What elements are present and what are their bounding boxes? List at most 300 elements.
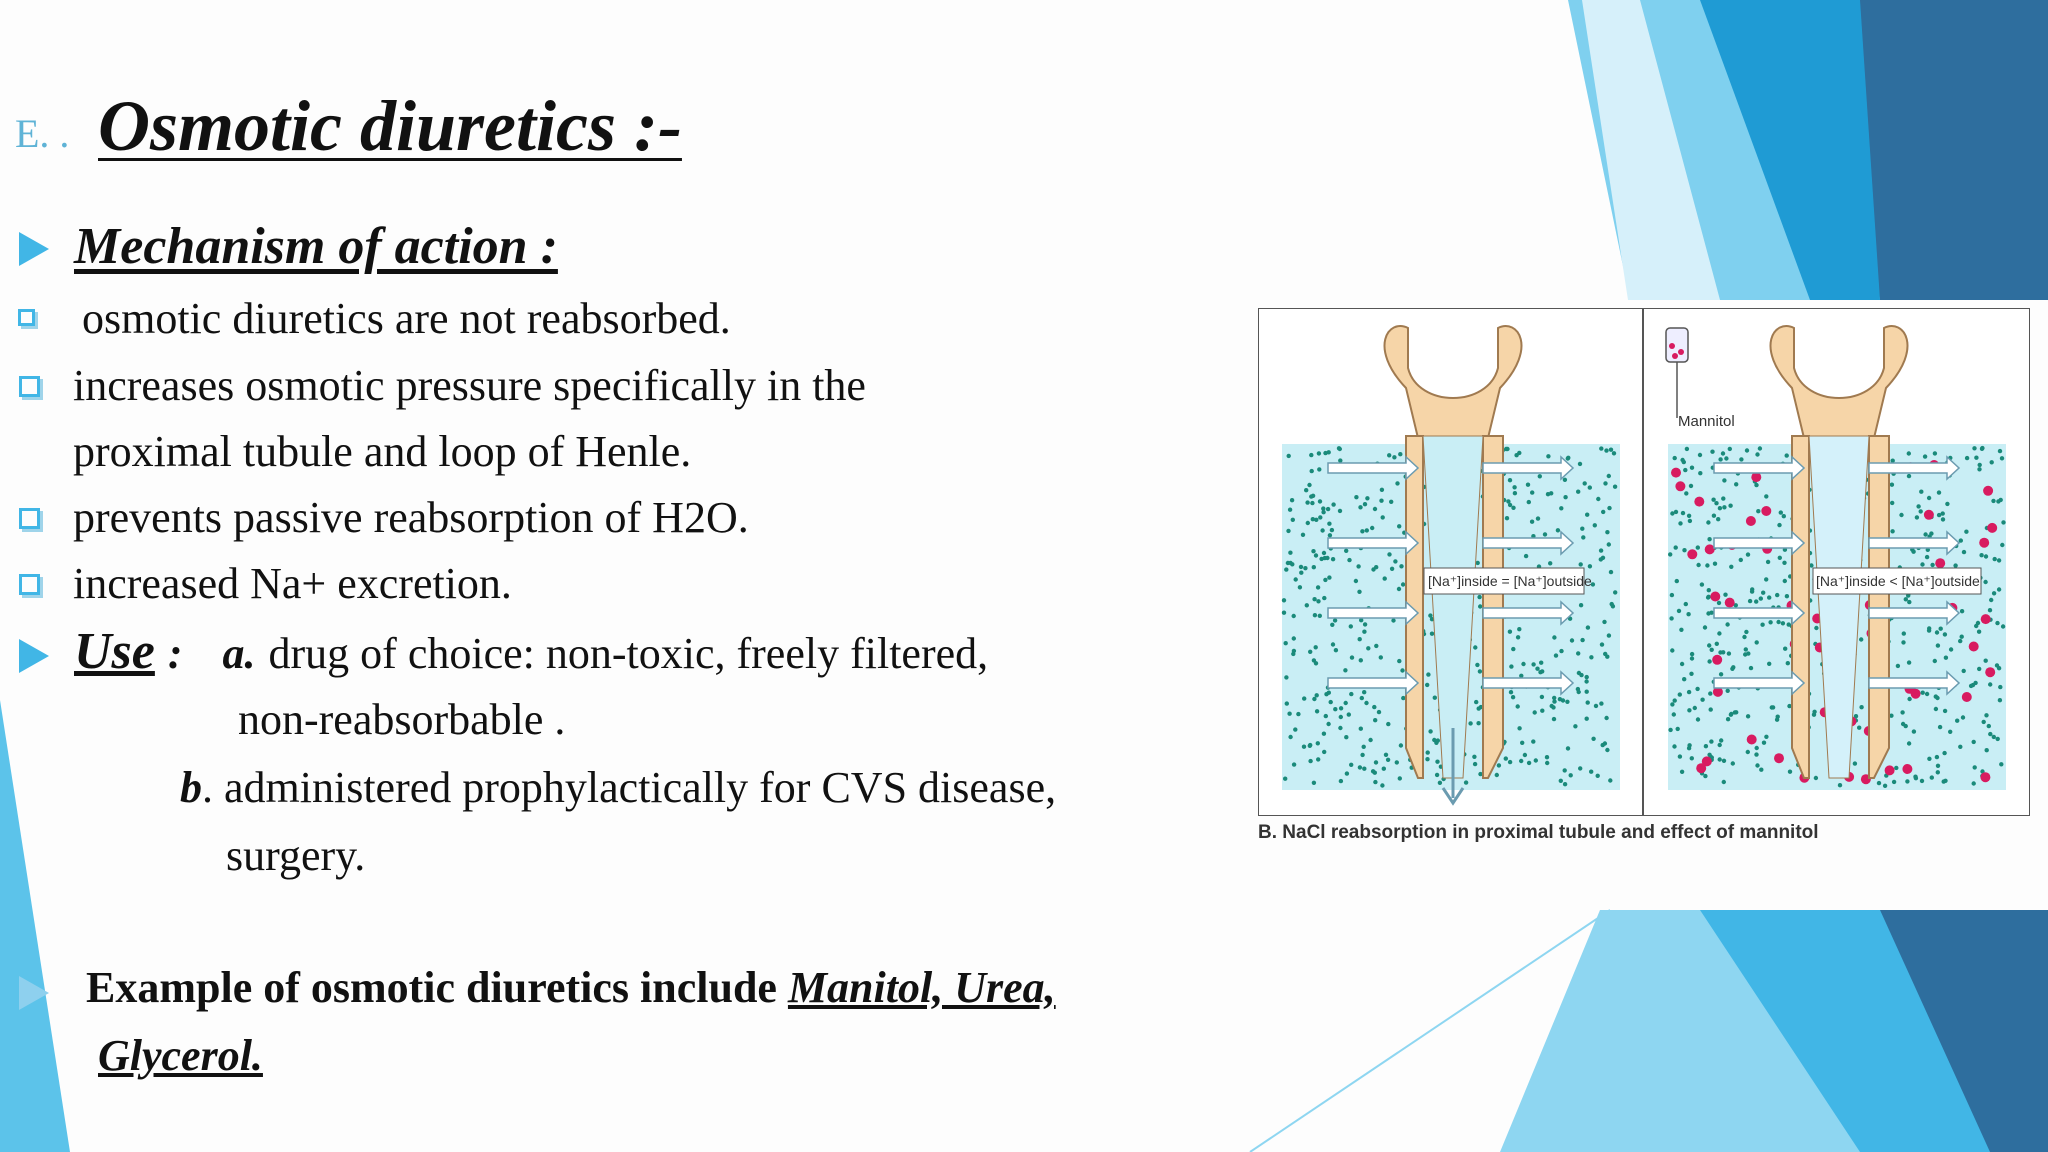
solute-dot bbox=[1293, 727, 1297, 731]
solute-dot bbox=[1478, 604, 1482, 608]
solute-dot bbox=[1721, 451, 1725, 455]
solute-dot bbox=[1680, 662, 1684, 666]
mannitol-dot bbox=[1983, 486, 1993, 496]
solute-dot bbox=[1331, 642, 1335, 646]
nephron-diagram bbox=[1258, 308, 2030, 816]
solute-dot bbox=[1308, 650, 1312, 654]
solute-dot bbox=[1915, 515, 1919, 519]
solute-dot bbox=[1762, 741, 1766, 745]
solute-dot bbox=[1604, 716, 1608, 720]
solute-dot bbox=[1331, 502, 1335, 506]
solute-dot bbox=[1982, 720, 1986, 724]
solute-dot bbox=[1939, 627, 1943, 631]
mannitol-dot bbox=[1774, 753, 1784, 763]
solute-dot bbox=[1718, 757, 1722, 761]
solute-dot bbox=[1675, 579, 1679, 583]
solute-dot bbox=[1607, 633, 1611, 637]
solute-dot bbox=[1688, 519, 1692, 523]
arrow-bullet-icon bbox=[19, 976, 49, 1010]
solute-dot bbox=[1563, 768, 1567, 772]
solute-dot bbox=[1838, 783, 1842, 787]
solute-dot bbox=[1988, 682, 1992, 686]
arrow-bullet-icon bbox=[19, 232, 49, 266]
solute-dot bbox=[1284, 567, 1288, 571]
solute-dot bbox=[1995, 621, 1999, 625]
solute-dot bbox=[1399, 564, 1403, 568]
solute-dot bbox=[1783, 579, 1787, 583]
mannitol-dot bbox=[1761, 506, 1771, 516]
solute-dot bbox=[1583, 481, 1587, 485]
solute-dot bbox=[1358, 765, 1362, 769]
solute-dot bbox=[1509, 664, 1513, 668]
solute-dot bbox=[1605, 655, 1609, 659]
solute-dot bbox=[1977, 630, 1981, 634]
solute-dot bbox=[1605, 748, 1609, 752]
solute-dot bbox=[1316, 599, 1320, 603]
mannitol-dot bbox=[1987, 523, 1997, 533]
solute-dot bbox=[1991, 499, 1995, 503]
solute-dot bbox=[1722, 505, 1726, 509]
solute-dot bbox=[1354, 495, 1358, 499]
solute-dot bbox=[1314, 645, 1318, 649]
solute-dot bbox=[1687, 514, 1691, 518]
solute-dot bbox=[1291, 518, 1295, 522]
solute-dot bbox=[1949, 647, 1953, 651]
solute-dot bbox=[1514, 453, 1518, 457]
mannitol-label: Mannitol bbox=[1678, 413, 1735, 430]
solute-dot bbox=[1607, 474, 1611, 478]
use-a-text: drug of choice: non-toxic, freely filtered, bbox=[268, 629, 989, 678]
solute-dot bbox=[1594, 704, 1598, 708]
solute-dot bbox=[1668, 552, 1672, 556]
solute-dot bbox=[1941, 517, 1945, 521]
solute-dot bbox=[1709, 739, 1713, 743]
solute-dot bbox=[1676, 727, 1680, 731]
solute-dot bbox=[1365, 496, 1369, 500]
solute-dot bbox=[1916, 504, 1920, 508]
solute-dot bbox=[1687, 690, 1691, 694]
solute-dot bbox=[1961, 715, 1965, 719]
solute-dot bbox=[1718, 457, 1722, 461]
solute-dot bbox=[1533, 710, 1537, 714]
solute-dot bbox=[1974, 456, 1978, 460]
solute-dot bbox=[1927, 628, 1931, 632]
solute-dot bbox=[1599, 446, 1603, 450]
solute-dot bbox=[1716, 517, 1720, 521]
solute-dot bbox=[1380, 488, 1384, 492]
solute-dot bbox=[1668, 728, 1672, 732]
solute-dot bbox=[1992, 591, 1996, 595]
solute-dot bbox=[1387, 453, 1391, 457]
solute-dot bbox=[1812, 710, 1816, 714]
solute-dot bbox=[1511, 647, 1515, 651]
solute-dot bbox=[1316, 585, 1320, 589]
solute-dot bbox=[1569, 773, 1573, 777]
solute-dot bbox=[1904, 724, 1908, 728]
solute-dot bbox=[1314, 518, 1318, 522]
solute-dot bbox=[1426, 672, 1430, 676]
solute-dot bbox=[1299, 571, 1303, 575]
solute-dot bbox=[1721, 650, 1725, 654]
mannitol-dot bbox=[1747, 735, 1757, 745]
solute-dot bbox=[1296, 712, 1300, 716]
mannitol-dot bbox=[1979, 538, 1989, 548]
solute-dot bbox=[1327, 522, 1331, 526]
solute-dot bbox=[1581, 535, 1585, 539]
solute-dot bbox=[1678, 754, 1682, 758]
solute-dot bbox=[1962, 550, 1966, 554]
solute-dot bbox=[1580, 527, 1584, 531]
solute-dot bbox=[1282, 598, 1286, 602]
solute-dot bbox=[1996, 499, 2000, 503]
solute-dot bbox=[1998, 449, 2002, 453]
solute-dot bbox=[1324, 714, 1328, 718]
solute-dot bbox=[1349, 624, 1353, 628]
solute-dot bbox=[1599, 548, 1603, 552]
solute-dot bbox=[1520, 741, 1524, 745]
solute-dot bbox=[1700, 582, 1704, 586]
mannitol-dot bbox=[1985, 667, 1995, 677]
solute-dot bbox=[1979, 553, 1983, 557]
solute-dot bbox=[1704, 744, 1708, 748]
solute-dot bbox=[1386, 758, 1390, 762]
solute-dot bbox=[1475, 663, 1479, 667]
solute-dot bbox=[1563, 478, 1567, 482]
solute-dot bbox=[1288, 561, 1292, 565]
solute-dot bbox=[1936, 764, 1940, 768]
solute-dot bbox=[1399, 743, 1403, 747]
solute-dot bbox=[1395, 760, 1399, 764]
solute-dot bbox=[1284, 675, 1288, 679]
solute-dot bbox=[1687, 708, 1691, 712]
solute-dot bbox=[1607, 506, 1611, 510]
solute-dot bbox=[1814, 626, 1818, 630]
solute-dot bbox=[1472, 755, 1476, 759]
solute-dot bbox=[1504, 447, 1508, 451]
solute-dot bbox=[1696, 717, 1700, 721]
solute-dot bbox=[1523, 753, 1527, 757]
solute-dot bbox=[1902, 631, 1906, 635]
solute-dot bbox=[1312, 597, 1316, 601]
solute-dot bbox=[1588, 564, 1592, 568]
solute-dot bbox=[1980, 446, 1984, 450]
solute-dot bbox=[1556, 528, 1560, 532]
mannitol-dot bbox=[1980, 772, 1990, 782]
solute-dot bbox=[1779, 510, 1783, 514]
solute-dot bbox=[1754, 599, 1758, 603]
solute-dot bbox=[1764, 494, 1768, 498]
solute-dot bbox=[1708, 691, 1712, 695]
solute-dot bbox=[1580, 638, 1584, 642]
solute-dot bbox=[1316, 757, 1320, 761]
solute-dot bbox=[1398, 776, 1402, 780]
solute-dot bbox=[1372, 705, 1376, 709]
solute-dot bbox=[1997, 587, 2001, 591]
solute-dot bbox=[1778, 556, 1782, 560]
mannitol-dot bbox=[1924, 510, 1934, 520]
solute-dot bbox=[1322, 732, 1326, 736]
solute-dot bbox=[1509, 690, 1513, 694]
solute-dot bbox=[1781, 621, 1785, 625]
solute-dot bbox=[1508, 503, 1512, 507]
mannitol-dot bbox=[1885, 765, 1895, 775]
solute-dot bbox=[1707, 659, 1711, 663]
solute-dot bbox=[1690, 656, 1694, 660]
solute-dot bbox=[1299, 565, 1303, 569]
solute-dot bbox=[1588, 485, 1592, 489]
solute-dot bbox=[1392, 455, 1396, 459]
solute-dot bbox=[1912, 729, 1916, 733]
solute-dot bbox=[1477, 595, 1481, 599]
mechanism-point-4: increased Na+ excretion. bbox=[73, 559, 512, 608]
solute-dot bbox=[1907, 451, 1911, 455]
solute-dot bbox=[1746, 750, 1750, 754]
solute-dot bbox=[1384, 753, 1388, 757]
solute-dot bbox=[1397, 659, 1401, 663]
solute-dot bbox=[1728, 504, 1732, 508]
solute-dot bbox=[1814, 776, 1818, 780]
solute-dot bbox=[1724, 456, 1728, 460]
solute-dot bbox=[1890, 529, 1894, 533]
solute-dot bbox=[1944, 656, 1948, 660]
solute-dot bbox=[1311, 549, 1315, 553]
solute-dot bbox=[1919, 490, 1923, 494]
solute-dot bbox=[1703, 625, 1707, 629]
solute-dot bbox=[1317, 467, 1321, 471]
solute-dot bbox=[1965, 456, 1969, 460]
solute-dot bbox=[1339, 715, 1343, 719]
solute-dot bbox=[1992, 735, 1996, 739]
solute-dot bbox=[1985, 748, 1989, 752]
solute-dot bbox=[1719, 672, 1723, 676]
solute-dot bbox=[1611, 604, 1615, 608]
solute-dot bbox=[1896, 664, 1900, 668]
solute-dot bbox=[1517, 726, 1521, 730]
solute-dot bbox=[1552, 717, 1556, 721]
solute-dot bbox=[1285, 701, 1289, 705]
use-b-label: b bbox=[180, 763, 202, 812]
solute-dot bbox=[1360, 529, 1364, 533]
solute-dot bbox=[1687, 746, 1691, 750]
solute-dot bbox=[1508, 630, 1512, 634]
solute-dot bbox=[1288, 508, 1292, 512]
solute-dot bbox=[1746, 651, 1750, 655]
solute-dot bbox=[1936, 643, 1940, 647]
solute-dot bbox=[1387, 552, 1391, 556]
solute-dot bbox=[1709, 707, 1713, 711]
solute-dot bbox=[1892, 780, 1896, 784]
solute-dot bbox=[1386, 722, 1390, 726]
solute-dot bbox=[1290, 498, 1294, 502]
solute-dot bbox=[1904, 597, 1908, 601]
solute-dot bbox=[1331, 557, 1335, 561]
example-line bbox=[86, 962, 1056, 1013]
solute-dot bbox=[1565, 700, 1569, 704]
solute-dot bbox=[1969, 684, 1973, 688]
solute-dot bbox=[1543, 532, 1547, 536]
solute-dot bbox=[1374, 565, 1378, 569]
solute-dot bbox=[1539, 661, 1543, 665]
solute-dot bbox=[1284, 641, 1288, 645]
solute-dot bbox=[1707, 588, 1711, 592]
solute-dot bbox=[1901, 640, 1905, 644]
solute-dot bbox=[1576, 651, 1580, 655]
solute-dot bbox=[1322, 596, 1326, 600]
solute-dot bbox=[1764, 577, 1768, 581]
solute-dot bbox=[1321, 510, 1325, 514]
solute-dot bbox=[1775, 593, 1779, 597]
solute-dot bbox=[1698, 453, 1702, 457]
solute-dot bbox=[1923, 454, 1927, 458]
solute-dot bbox=[1942, 751, 1946, 755]
solute-dot bbox=[1755, 746, 1759, 750]
solute-dot bbox=[1283, 777, 1287, 781]
solute-dot bbox=[1603, 481, 1607, 485]
solute-dot bbox=[1673, 698, 1677, 702]
solute-dot bbox=[1323, 578, 1327, 582]
solute-dot bbox=[1373, 718, 1377, 722]
solute-dot bbox=[1959, 538, 1963, 542]
use-line-b bbox=[180, 762, 1056, 813]
solute-dot bbox=[1313, 613, 1317, 617]
solute-dot bbox=[1891, 459, 1895, 463]
solute-dot bbox=[1425, 683, 1429, 687]
solute-dot bbox=[1527, 761, 1531, 765]
solute-dot bbox=[1998, 698, 2002, 702]
solute-dot bbox=[1977, 667, 1981, 671]
solute-dot bbox=[1338, 509, 1342, 513]
solute-dot bbox=[1783, 647, 1787, 651]
solute-dot bbox=[1943, 779, 1947, 783]
solute-dot bbox=[1589, 770, 1593, 774]
solute-dot bbox=[1317, 451, 1321, 455]
solute-dot bbox=[1312, 697, 1316, 701]
solute-dot bbox=[1698, 471, 1702, 475]
solute-dot bbox=[1977, 467, 1981, 471]
solute-dot bbox=[1358, 637, 1362, 641]
solute-dot bbox=[1305, 500, 1309, 504]
solute-dot bbox=[1935, 696, 1939, 700]
solute-dot bbox=[1377, 710, 1381, 714]
solute-dot bbox=[1609, 570, 1613, 574]
solute-dot bbox=[1349, 692, 1353, 696]
solute-dot bbox=[1339, 779, 1343, 783]
mannitol-dot bbox=[1725, 598, 1735, 608]
solute-dot bbox=[1436, 738, 1440, 742]
mannitol-dot bbox=[1935, 558, 1945, 568]
solute-dot bbox=[1546, 454, 1550, 458]
mechanism-point-1: osmotic diuretics are not reabsorbed. bbox=[82, 294, 731, 343]
solute-dot bbox=[1433, 696, 1437, 700]
solute-dot bbox=[2000, 543, 2004, 547]
solute-dot bbox=[1497, 763, 1501, 767]
solute-dot bbox=[1438, 781, 1442, 785]
solute-dot bbox=[1519, 759, 1523, 763]
solute-dot bbox=[1358, 505, 1362, 509]
solute-dot bbox=[1756, 509, 1760, 513]
solute-dot bbox=[1683, 468, 1687, 472]
solute-dot bbox=[1899, 513, 1903, 517]
solute-dot bbox=[1362, 745, 1366, 749]
solute-dot bbox=[1476, 721, 1480, 725]
square-bullet-icon bbox=[19, 376, 40, 397]
solute-dot bbox=[1934, 707, 1938, 711]
solute-dot bbox=[1338, 458, 1342, 462]
solute-dot bbox=[1962, 669, 1966, 673]
solute-dot bbox=[1344, 549, 1348, 553]
solute-dot bbox=[1383, 576, 1387, 580]
solute-dot bbox=[1766, 560, 1770, 564]
solute-dot bbox=[1935, 630, 1939, 634]
solute-dot bbox=[1996, 737, 2000, 741]
solute-dot bbox=[1536, 516, 1540, 520]
solute-dot bbox=[1596, 774, 1600, 778]
solute-dot bbox=[1989, 598, 1993, 602]
solute-dot bbox=[1714, 501, 1718, 505]
solute-dot bbox=[1551, 705, 1555, 709]
solute-dot bbox=[1925, 692, 1929, 696]
solute-dot bbox=[1339, 706, 1343, 710]
solute-dot bbox=[1526, 483, 1530, 487]
solute-dot bbox=[1883, 784, 1887, 788]
solute-dot bbox=[1684, 491, 1688, 495]
solute-dot bbox=[1586, 700, 1590, 704]
solute-dot bbox=[1540, 709, 1544, 713]
solute-dot bbox=[1292, 762, 1296, 766]
section-prefix: E. . bbox=[15, 111, 70, 156]
solute-dot bbox=[1938, 725, 1942, 729]
solute-dot bbox=[1349, 763, 1353, 767]
solute-dot bbox=[1308, 759, 1312, 763]
solute-dot bbox=[1318, 515, 1322, 519]
figure-caption: B. NaCl reabsorption in proximal tubule and effect of mannitol bbox=[1258, 822, 1819, 843]
solute-dot bbox=[1294, 577, 1298, 581]
solute-dot bbox=[1585, 513, 1589, 517]
solute-dot bbox=[1785, 453, 1789, 457]
solute-dot bbox=[1287, 454, 1291, 458]
solute-dot bbox=[1677, 609, 1681, 613]
solute-dot bbox=[1554, 653, 1558, 657]
solute-dot bbox=[1573, 724, 1577, 728]
solute-dot bbox=[1706, 595, 1710, 599]
solute-dot bbox=[1379, 499, 1383, 503]
solute-dot bbox=[1679, 628, 1683, 632]
solute-dot bbox=[1972, 781, 1976, 785]
mechanism-point-3: prevents passive reabsorption of H2O. bbox=[73, 493, 749, 542]
solute-dot bbox=[1755, 763, 1759, 767]
solute-dot bbox=[1744, 647, 1748, 651]
solute-dot bbox=[1739, 558, 1743, 562]
solute-dot bbox=[1978, 463, 1982, 467]
solute-dot bbox=[1748, 599, 1752, 603]
solute-dot bbox=[1282, 611, 1286, 615]
solute-dot bbox=[1717, 631, 1721, 635]
solute-dot bbox=[1330, 623, 1334, 627]
solute-dot bbox=[1999, 762, 2003, 766]
solute-dot bbox=[1401, 582, 1405, 586]
solute-dot bbox=[1591, 737, 1595, 741]
solute-dot bbox=[1425, 757, 1429, 761]
solute-dot bbox=[1315, 693, 1319, 697]
solute-dot bbox=[1776, 715, 1780, 719]
solute-dot bbox=[1681, 511, 1685, 515]
solute-dot bbox=[1323, 451, 1327, 455]
example-drugs: Manitol, Urea, bbox=[787, 963, 1056, 1012]
mannitol-dot bbox=[1705, 544, 1715, 554]
solute-dot bbox=[1984, 713, 1988, 717]
solute-dot bbox=[1607, 542, 1611, 546]
solute-dot bbox=[1767, 595, 1771, 599]
